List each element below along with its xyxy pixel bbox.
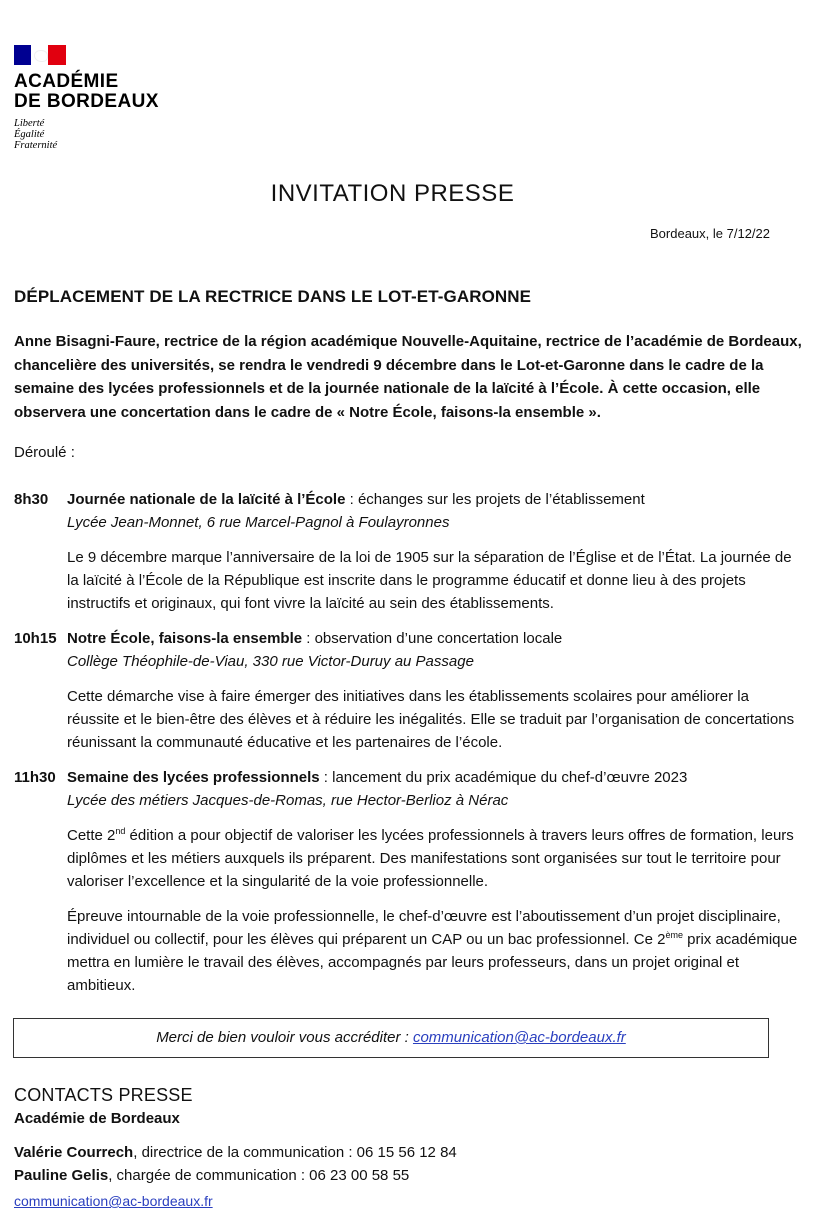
entry-title: Semaine des lycées professionnels xyxy=(67,769,320,786)
entry-paragraph-1: Cette 2nd édition a pour objectif de valoriser les lycées professionnels à travers leurs offres de formation, leurs diplômes et les métiers auxquels ils préparent. Des manifestations sont organisées sur tout le territoire pour valoriser l’excellence et la singularité de la voie professionnelle. xyxy=(67,826,794,890)
deroule-label: Déroulé : xyxy=(14,444,75,461)
entry-paragraph: Cette démarche vise à faire émerger des initiatives dans les établissements scolaires pour améliorer la réussite et le bien-être des élèves et à réduire les inégalités. Elle se traduit par l’organisation de concertations réunissant la communauté éducative et les partenaires de l’école. xyxy=(67,688,795,751)
accreditation-box xyxy=(13,1018,769,1058)
entry-time: 10h15 xyxy=(14,630,57,647)
entry-title: Notre École, faisons-la ensemble xyxy=(67,630,303,647)
entry-location: Lycée Jean-Monnet, 6 rue Marcel-Pagnol à Foulayronnes xyxy=(67,514,450,531)
schedule-entry-1 xyxy=(14,488,804,615)
contact-person-1: Valérie Courrech, directrice de la communication : 06 15 56 12 84 xyxy=(14,1144,457,1161)
entry-title: Journée nationale de la laïcité à l’École xyxy=(67,491,346,508)
logo-title: ACADÉMIE DE BORDEAUX xyxy=(14,71,159,112)
accreditation-text: Merci de bien vouloir vous accréditer : xyxy=(156,1029,413,1046)
contacts-heading: CONTACTS PRESSE xyxy=(14,1085,193,1105)
contact-person-2: Pauline Gelis, chargée de communication : 06 23 00 58 55 xyxy=(14,1167,410,1184)
contacts-email-link[interactable]: communication@ac-bordeaux.fr xyxy=(14,1193,213,1209)
marianne-flag-icon xyxy=(14,45,66,65)
intro-paragraph: Anne Bisagni-Faure, rectrice de la région académique Nouvelle-Aquitaine, rectrice de l’académie de Bordeaux, chancelière des universités, se rendra le vendredi 9 décembre dans le Lot-et-Garonne dans le cadre de la semaine des lycées professionnels et de la journée nationale de la laïcité à l’École. À cette occasion, elle observera une concertation dans le cadre de « Notre École, faisons-la ensemble ». xyxy=(14,333,802,421)
document-date: Bordeaux, le 7/12/22 xyxy=(650,226,770,241)
entry-desc: : observation d’une concertation locale xyxy=(302,630,563,647)
entry-desc: : échanges sur les projets de l’établissement xyxy=(345,491,645,508)
schedule-entry-3 xyxy=(14,766,804,997)
press-contacts xyxy=(14,1085,457,1209)
logo-motto: Liberté Égalité Fraternité xyxy=(14,118,58,151)
entry-time: 11h30 xyxy=(14,769,56,786)
contacts-org: Académie de Bordeaux xyxy=(14,1110,180,1127)
academie-logo xyxy=(14,45,159,151)
entry-paragraph-2: Épreuve intournable de la voie professionnelle, le chef-d’œuvre est l’aboutissement d’un projet disciplinaire, individuel ou collectif, pour les élèves qui préparent un CAP ou un bac professionnel. Ce 2ème prix académique mettra en lumière le travail des élèves, accompagnés par leurs professeurs, dans un projet original et ambitieux. xyxy=(67,908,798,994)
schedule-entry-2 xyxy=(14,627,804,754)
main-heading: DÉPLACEMENT DE LA RECTRICE DANS LE LOT-ET-GARONNE xyxy=(14,287,532,306)
document-title: INVITATION PRESSE xyxy=(270,180,515,207)
entry-location: Lycée des métiers Jacques-de-Romas, rue Hector-Berlioz à Nérac xyxy=(67,792,509,809)
entry-location: Collège Théophile-de-Viau, 330 rue Victor-Duruy au Passage xyxy=(67,653,474,670)
entry-paragraph: Le 9 décembre marque l’anniversaire de la loi de 1905 sur la séparation de l’Église et de l’État. La journée de la laïcité à l’École de la République est inscrite dans le programme éducatif et donne lieu à des projets instructifs et originaux, qui font vivre la laïcité au sein des établissements. xyxy=(67,549,792,612)
entry-desc: : lancement du prix académique du chef-d’œuvre 2023 xyxy=(319,769,688,786)
entry-time: 8h30 xyxy=(14,491,49,508)
accreditation-email-link[interactable]: communication@ac-bordeaux.fr xyxy=(412,1029,626,1046)
